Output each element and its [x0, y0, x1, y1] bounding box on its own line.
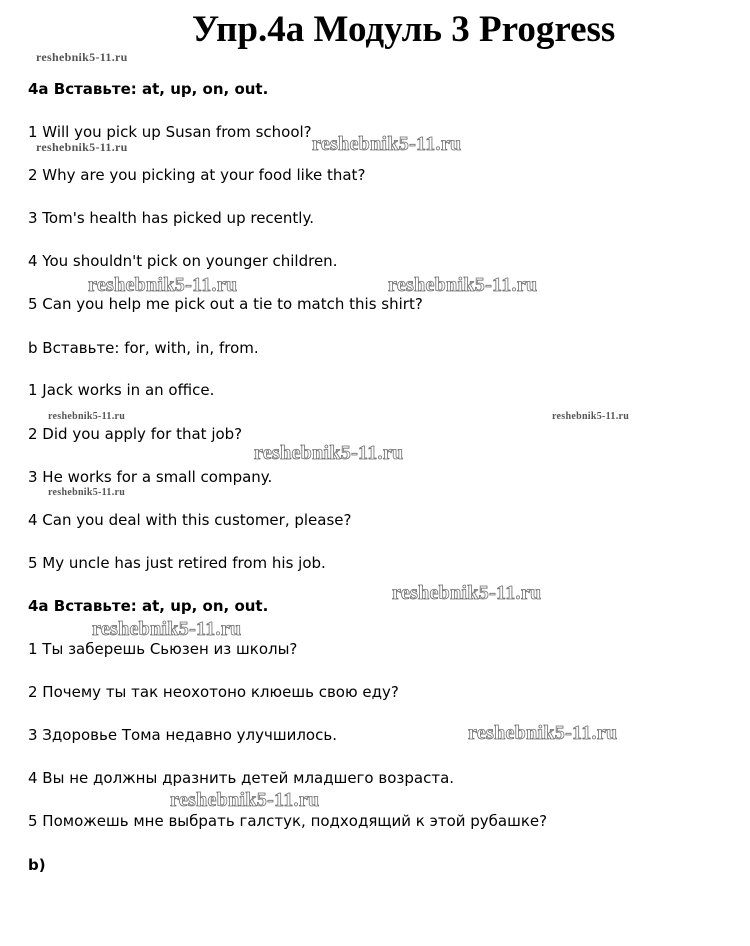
watermark: reshebnik5-11.ru — [254, 442, 404, 464]
section-b-item-3: 3 He works for a small company. — [28, 468, 273, 486]
section-b-item-4: 4 Can you deal with this customer, please? — [28, 511, 352, 529]
watermark: reshebnik5-11.ru — [48, 487, 126, 498]
section-b-item-2: 2 Did you apply for that job? — [28, 425, 243, 443]
page-title: Упр.4а Модуль 3 Progress — [192, 9, 616, 50]
section-b-item-5: 5 My uncle has just retired from his job. — [28, 554, 326, 572]
watermark: reshebnik5-11.ru — [36, 50, 128, 64]
watermark: reshebnik5-11.ru — [88, 274, 238, 296]
section-a-heading: 4а Вставьте: at, up, on, out. — [28, 80, 269, 98]
watermark: reshebnik5-11.ru — [392, 582, 542, 604]
translation-a-heading: 4а Вставьте: at, up, on, out. — [28, 597, 269, 615]
watermark: reshebnik5-11.ru — [170, 789, 320, 811]
translation-a-item-4: 4 Вы не должны дразнить детей младшего возраста. — [28, 769, 455, 787]
watermark: reshebnik5-11.ru — [388, 274, 538, 296]
translation-a-item-1: 1 Ты заберешь Сьюзен из школы? — [28, 640, 298, 658]
watermark: reshebnik5-11.ru — [468, 722, 618, 744]
section-b-heading: b Вставьте: for, with, in, from. — [28, 339, 259, 357]
watermark: reshebnik5-11.ru — [36, 140, 128, 154]
section-a-item-2: 2 Why are you picking at your food like that? — [28, 166, 366, 184]
watermark: reshebnik5-11.ru — [312, 133, 462, 155]
section-a-item-3: 3 Tom's health has picked up recently. — [28, 209, 314, 227]
section-a-item-1: 1 Will you pick up Susan from school? — [28, 123, 312, 141]
translation-a-item-5: 5 Поможешь мне выбрать галстук, подходящий к этой рубашке? — [28, 812, 548, 830]
section-b-item-1: 1 Jack works in an office. — [28, 381, 215, 399]
translation-b-heading: b) — [28, 856, 46, 874]
section-a-item-5: 5 Can you help me pick out a tie to match this shirt? — [28, 295, 423, 313]
watermark: reshebnik5-11.ru — [92, 618, 242, 640]
watermark: reshebnik5-11.ru — [552, 411, 630, 422]
section-a-item-4: 4 You shouldn't pick on younger children. — [28, 252, 338, 270]
watermark: reshebnik5-11.ru — [48, 411, 126, 422]
translation-a-item-3: 3 Здоровье Тома недавно улучшилось. — [28, 726, 337, 744]
translation-a-item-2: 2 Почему ты так неохотоно клюешь свою еду? — [28, 683, 399, 701]
